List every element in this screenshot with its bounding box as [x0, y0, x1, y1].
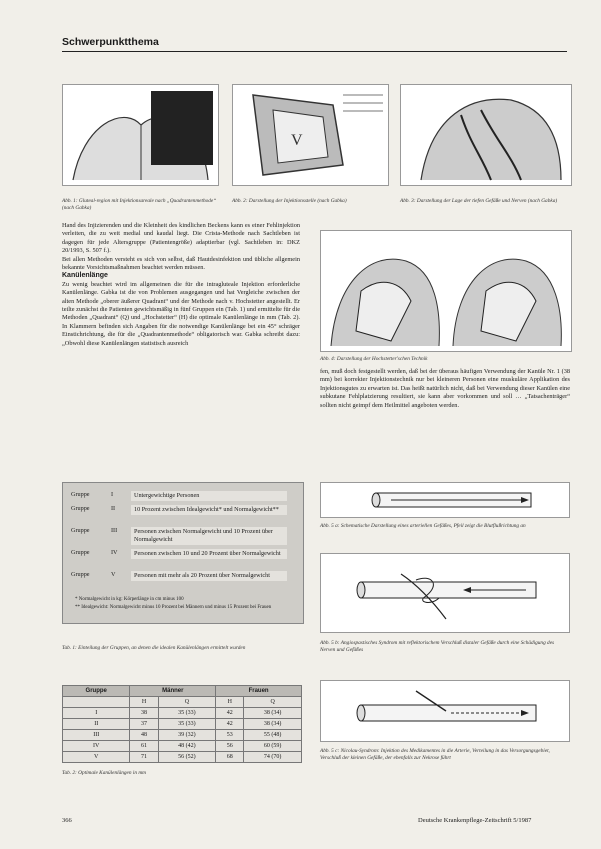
figure-1-caption: Abb. 1: Gluteal-region mit Injektionsareale nach „Quadrantenmethode“ (nach Gabka)	[62, 198, 217, 211]
figure-2-image	[232, 84, 389, 186]
svg-text:V: V	[291, 132, 303, 149]
table-1-note: * Normalgewicht in kg: Körperlänge in cm minus 100	[75, 597, 184, 602]
figure-3-drawing	[401, 85, 571, 185]
journal-name: Deutsche Krankenpflege-Zeitschrift 5/1987	[418, 817, 532, 824]
table-1-row: Gruppe II 10 Prozent zwischen Idealgewicht* und Normalgewicht**	[71, 505, 287, 515]
table-2-subheader: Q	[158, 697, 216, 708]
table-1-row: Gruppe IV Personen zwischen 10 und 20 Prozent über Normalgewicht	[71, 549, 287, 559]
figure-5b-caption: Abb. 5 b: Angiospastisches Syndrom mit reflektorischem Verschluß distaler Gefäße durch eine Schädigung des Nerven und Gefäßes	[320, 640, 555, 653]
figure-3-caption: Abb. 3: Darstellung der Lage der tiefen Gefäße und Nerven (nach Gabka)	[400, 198, 558, 204]
table-1	[62, 482, 304, 624]
paragraph-2: Bei allen Methoden versteht es sich von selbst, daß Hautdesinfektion und übliche allgemein bekannte Vorsichtsmaßnahmen beachtet werden müssen.	[62, 255, 300, 272]
table-1-note: ** Idealgewicht: Normalgewicht minus 10 Prozent bei Männern und minus 15 Prozent bei Frauen	[75, 605, 272, 610]
figure-5b-image	[320, 553, 570, 633]
table-2-subheader	[63, 697, 130, 708]
figure-1-drawing	[63, 85, 218, 185]
left-column-text	[62, 222, 300, 348]
figure-4-drawing	[321, 231, 571, 351]
figure-1-image	[62, 84, 219, 186]
table-row: IV 61 48 (42) 56 60 (59)	[63, 741, 302, 752]
table-1-row: Gruppe III Personen zwischen Normalgewicht und 10 Prozent über Normalgewicht	[71, 527, 287, 545]
subhead-kanuelenlaenge: Kanülenlänge	[62, 272, 108, 280]
table-row: I 38 35 (33) 42 38 (34)	[63, 708, 302, 719]
figure-4-image	[320, 230, 572, 352]
figure-4-caption: Abb. 4: Darstellung der Hochstetter'schen Technik	[320, 356, 428, 362]
figure-5a-drawing	[321, 483, 569, 517]
page-number: 366	[62, 817, 72, 824]
figure-3-image	[400, 84, 572, 186]
table-2-subheader: H	[130, 697, 158, 708]
section-title: Schwerpunktthema	[62, 36, 159, 48]
table-1-row: Gruppe I Untergewichtige Personen	[71, 491, 287, 501]
header-rule	[62, 51, 567, 52]
table-row: II 37 35 (33) 42 38 (34)	[63, 719, 302, 730]
figure-5a-image	[320, 482, 570, 518]
figure-5c-image	[320, 680, 570, 742]
table-2-header: Frauen	[216, 686, 302, 697]
table-row: III 48 39 (32) 53 55 (48)	[63, 730, 302, 741]
figure-5a-caption: Abb. 5 a: Schematische Darstellung eines arteriellen Gefäßes, Pfeil zeigt die Blutflußrichtung an	[320, 523, 526, 529]
figure-2-drawing	[233, 85, 388, 185]
paragraph-1: Hand des Injizierenden und die Kleinheit des kindlichen Beckens kann es einer Fehlinjektion verleiten, die zu weit medial und kaudal liegt. Die Crista-Methode nach Sachtleben ist dagegen für jede Altersgruppe (Patientengröße) adaptierbar (vgl. Sachtleben in: DKZ 20/1993, S. 507 f.).	[62, 222, 300, 255]
figure-5c-caption: Abb. 5 c: Nicolau-Syndrom: Injektion des Medikamentes in die Arterie, Verteilung in das Versorgungsgebiet, Verschluß der kleinen Gefäße, der ebenfalls zur Nekrose führt	[320, 748, 550, 761]
table-1-caption: Tab. 1: Einteilung der Gruppen, an denen die idealen Kanülenlängen ermittelt wurden	[62, 645, 246, 651]
table-1-row: Gruppe V Personen mit mehr als 20 Prozent über Normalgewicht	[71, 571, 287, 581]
table-2-header: Gruppe	[63, 686, 130, 697]
table-2-header: Männer	[130, 686, 216, 697]
figure-2-caption: Abb. 2: Darstellung der Injektionsstelle (nach Gabka)	[232, 198, 347, 204]
paragraph-3: Zu wenig beachtet wird im allgemeinen die für die intragluteale Injektion erforderliche Kanülenlänge. Gabka ist die von Problemen ausgegangen und hat Vergleiche zwischen der alten Methode „oberer äußerer Quadrant“ und der Methode nach v. Hochstetter angestellt. Er teilte zunächst die Patienten gewichtsmäßig in fünf Gruppen ein (Tab. 1) und ermittelte für die Methoden „Quadrant“ (Q) und „Hochstetter“ (H) die optimale Kanülenlänge in mm (Tab. 2). In Klammern befinden sich Angaben für die notwendige Kanülenlänge bei ein 45° schräger Einstichrichtung, die für die „Quadrantenmethode“ obligatorisch war. Gabka schreibt dazu: „Obwohl diese Kanülenlängen statistisch ausreich	[62, 280, 300, 347]
figure-5b-drawing	[321, 554, 569, 632]
figure-5c-drawing	[321, 681, 569, 741]
table-row: V 71 56 (52) 68 74 (70)	[63, 752, 302, 763]
table-2	[62, 685, 302, 763]
table-2-subheader: H	[216, 697, 244, 708]
table-2-subheader: Q	[244, 697, 302, 708]
table-2-caption: Tab. 2: Optimale Kanülenlängen in mm	[62, 770, 146, 776]
right-column-text: fen, muß doch festgestellt werden, daß bei der überaus häufigen Verwendung der Kanüle Nr. 1 (38 mm) bei korrekter Injektionstechnik nur bei kleineren Personen eine muskuläre Applikation des Injektionsgutes zu erwarten ist. Das heißt natürlich nicht, daß bei Verwendung dieser Kanülen eine subkutane Fehlplatzierung resultiert, sie kann aber vorkommen und soll … „Tatsachenträger“ sollten nicht geimpf dem Heilmittel angeboten werden.	[320, 368, 570, 409]
